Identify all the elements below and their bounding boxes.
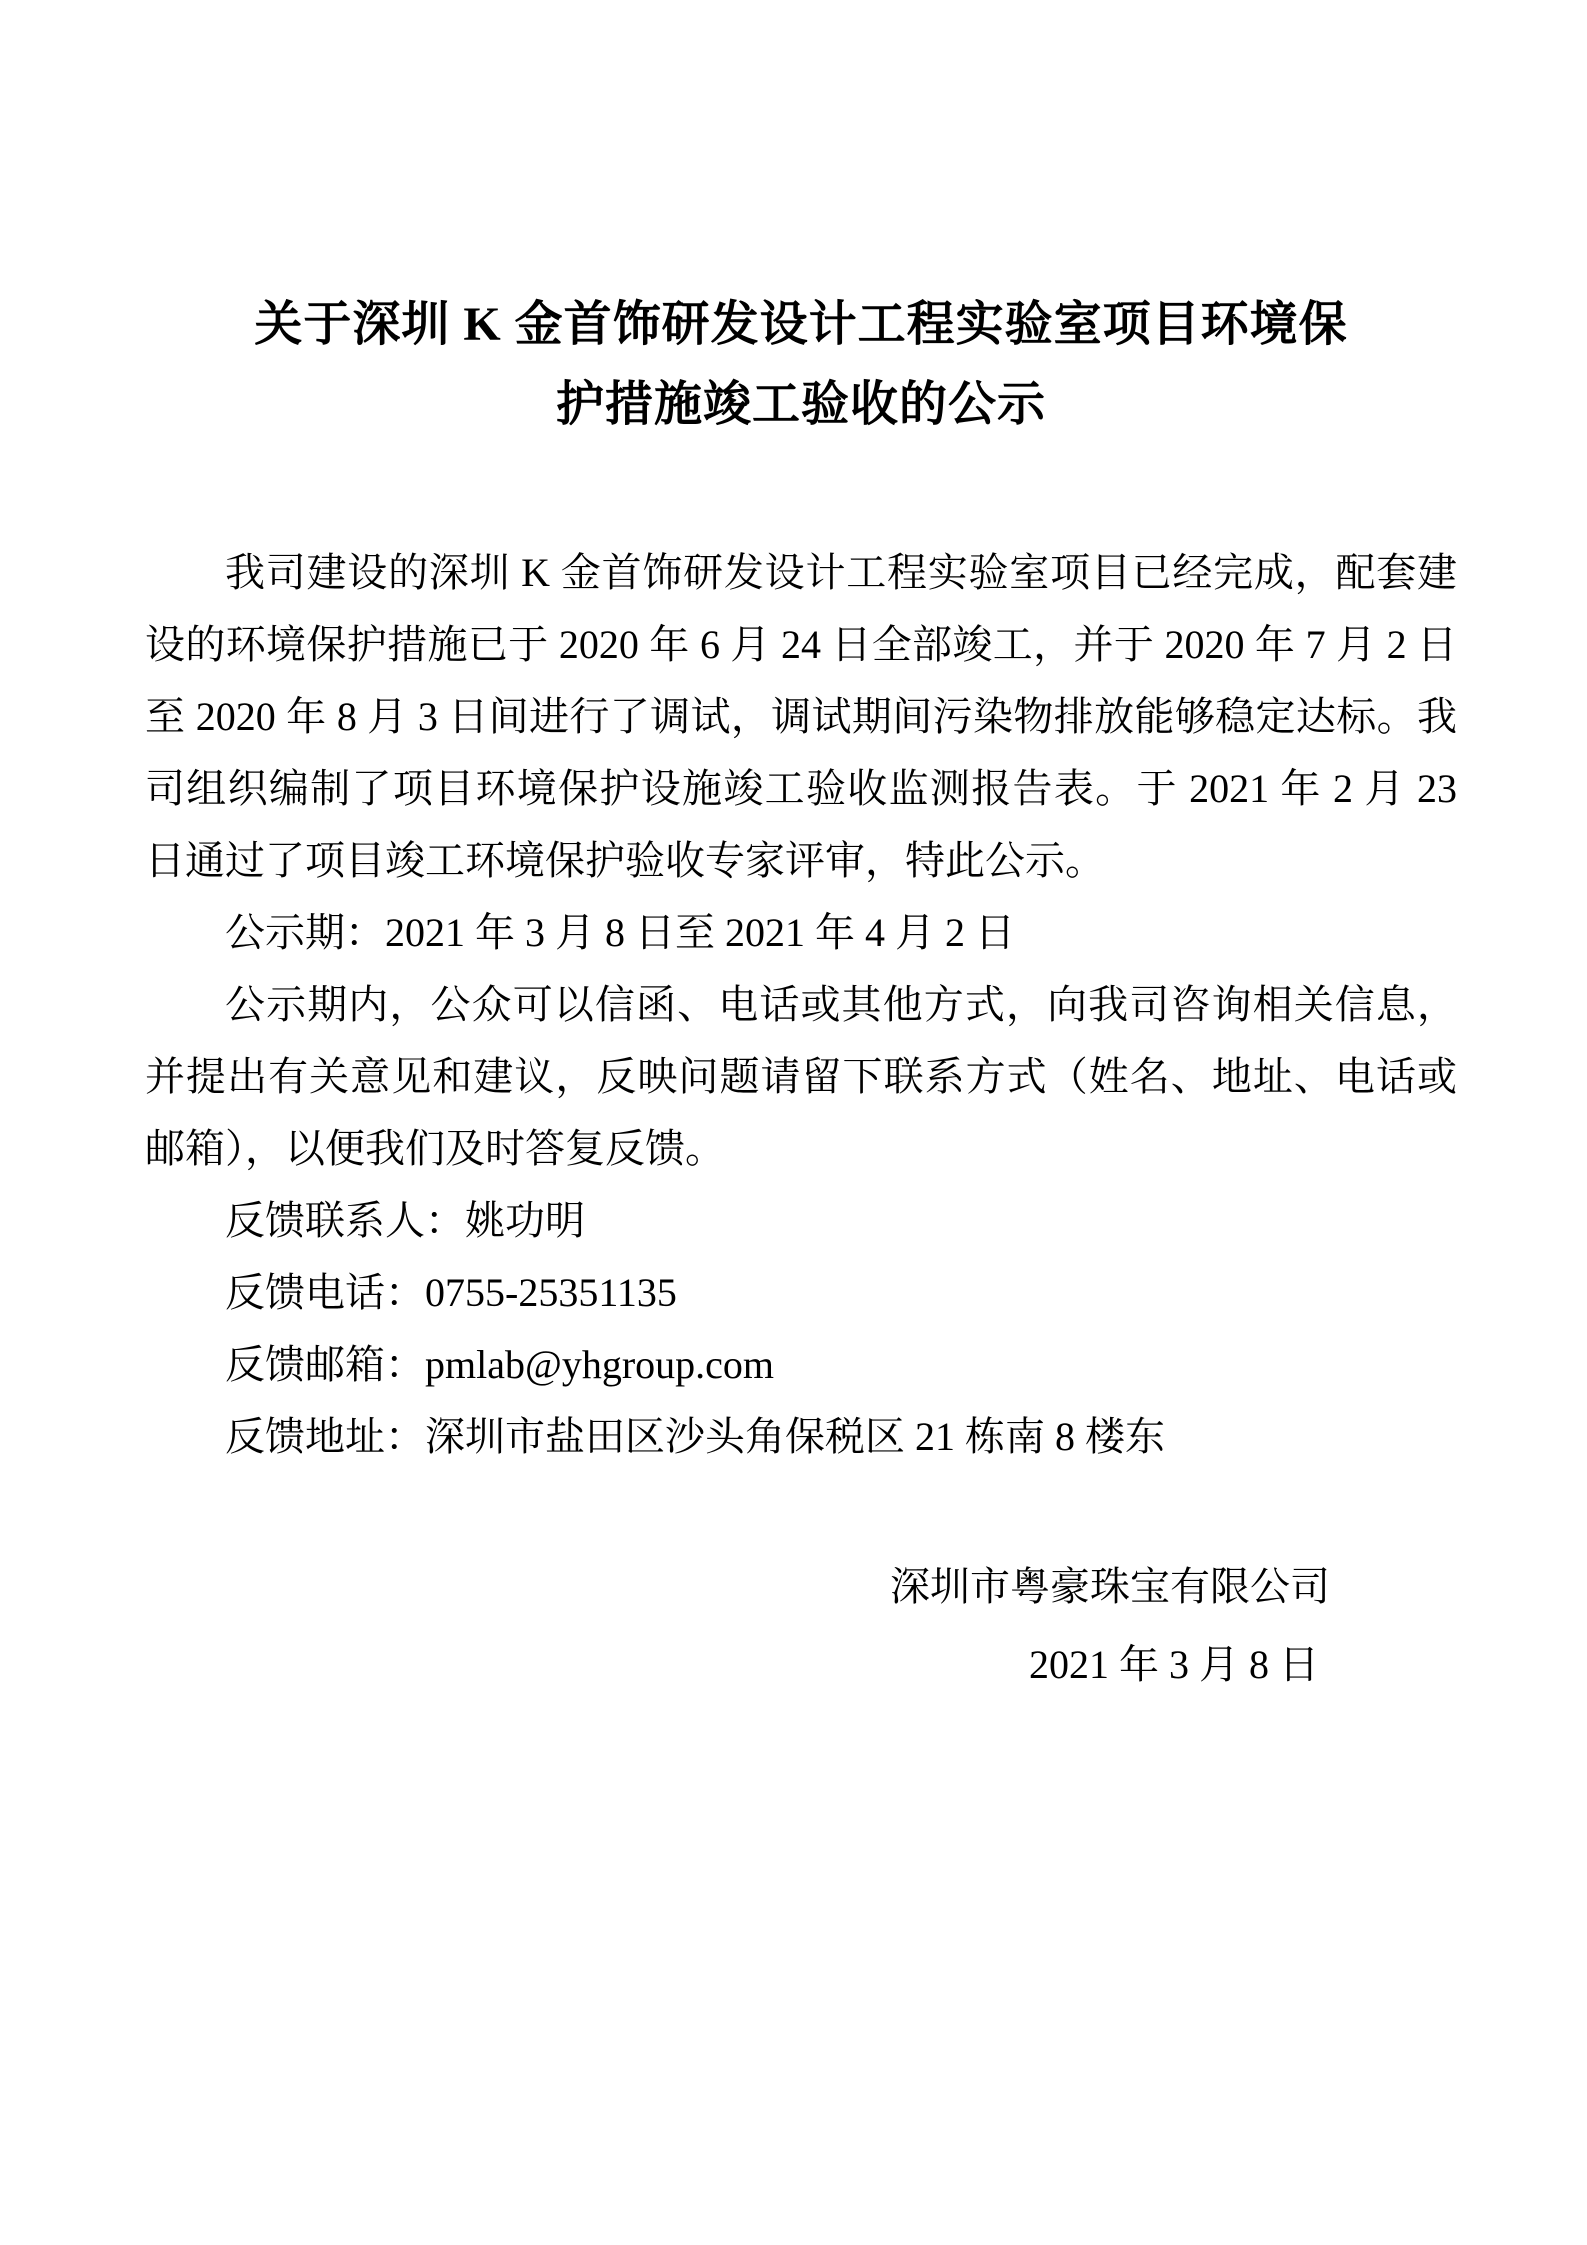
document-title-line-1: 关于深圳 K 金首饰研发设计工程实验室项目环境保 — [254, 298, 1348, 351]
line-feedback-phone: 反馈电话：0755-25351135 — [225, 1270, 677, 1315]
signature-block — [145, 1551, 1457, 1701]
document-body — [145, 537, 1457, 1473]
paragraph-project-completion-summary: 我司建设的深圳 K 金首饰研发设计工程实验室项目已经完成，配套建设的环境保护措施已于 2020 年 6 月 24 日全部竣工，并于 2020 年 7 月 2 日至 2020 年 8 月 3 日间进行了调试，调试期间污染物排放能够稳定达标。我司组织编制了项目环境保护设施竣工验收监测报告表。于 2021 年 2 月 23 日通过了项目竣工环境保护验收专家评审，特此公示。 — [145, 550, 1457, 883]
signature-date: 2021 年 3 月 8 日 — [1029, 1642, 1319, 1687]
line-feedback-address: 反馈地址：深圳市盐田区沙头角保税区 21 栋南 8 楼东 — [225, 1414, 1165, 1459]
document-title — [145, 285, 1457, 445]
signature-company: 深圳市粤豪珠宝有限公司 — [890, 1564, 1330, 1609]
line-feedback-contact-person: 反馈联系人：姚功明 — [225, 1198, 585, 1243]
document-title-line-2: 护措施竣工验收的公示 — [555, 378, 1046, 431]
paragraph-publicity-period: 公示期：2021 年 3 月 8 日至 2021 年 4 月 2 日 — [225, 910, 1015, 955]
paragraph-public-feedback-instructions: 公示期内，公众可以信函、电话或其他方式，向我司咨询相关信息，并提出有关意见和建议，反映问题请留下联系方式（姓名、地址、电话或邮箱），以便我们及时答复反馈。 — [145, 982, 1457, 1171]
line-feedback-email: 反馈邮箱：pmlab@yhgroup.com — [225, 1342, 775, 1387]
